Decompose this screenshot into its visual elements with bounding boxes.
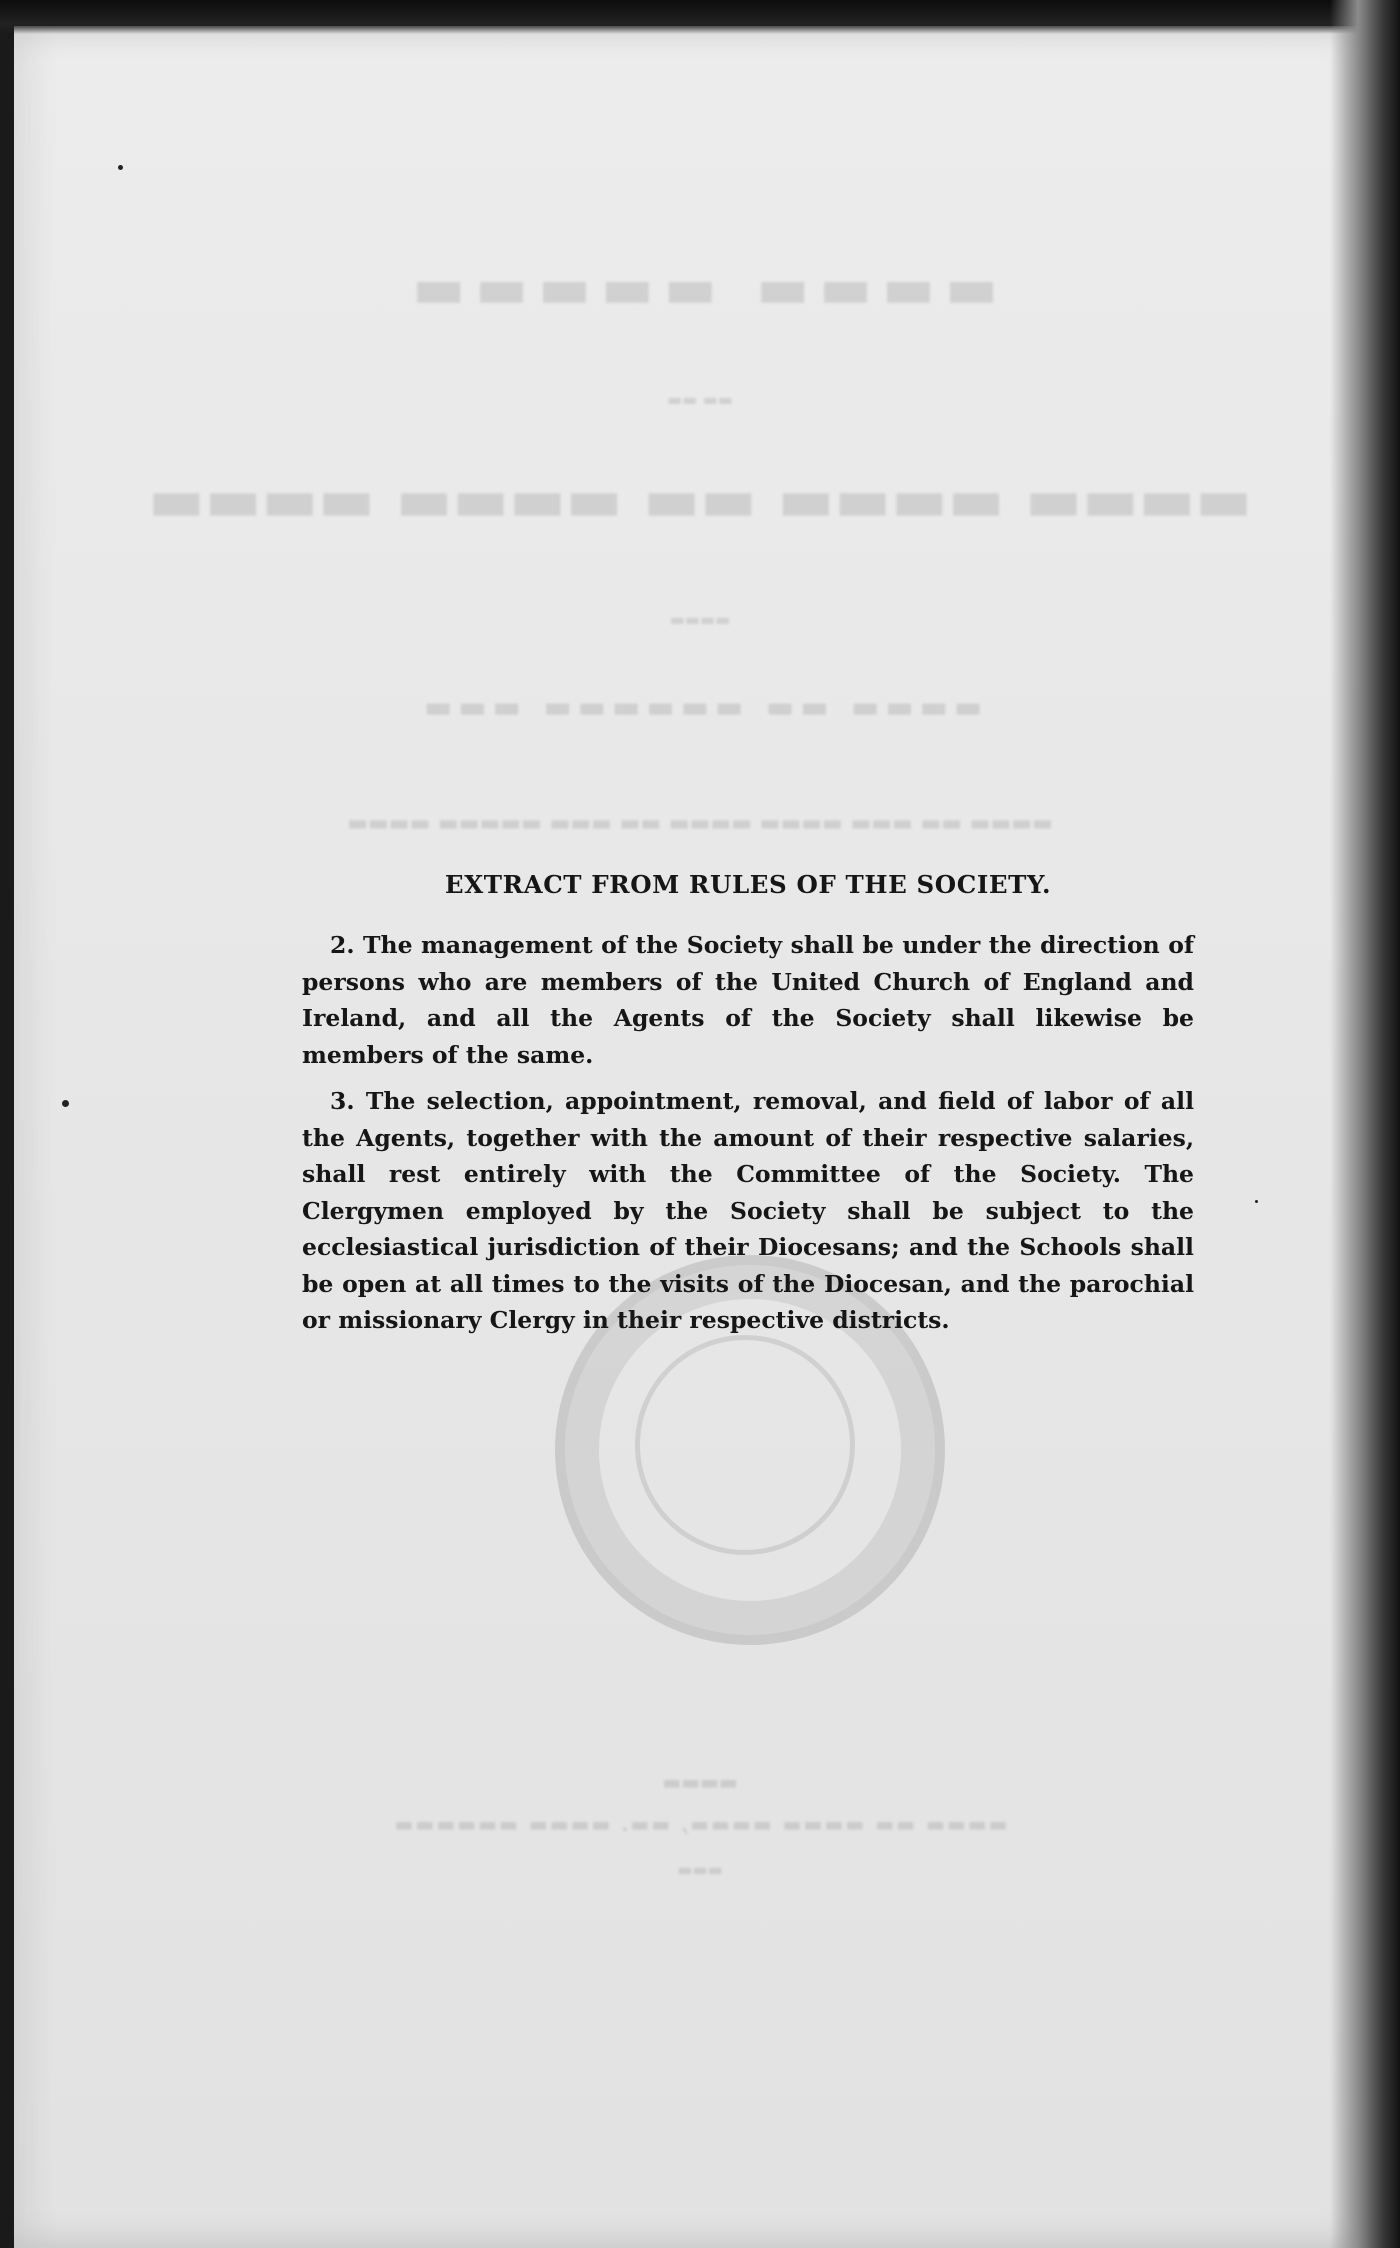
show-through-imprint: ▬▬▬ bbox=[677, 1860, 723, 1879]
rule-2: 2. The management of the Society shall be under the direction of persons who are members of the United Church of England and Ireland, and all the Agents of the Society shall likewise be members of the same. bbox=[302, 931, 1194, 1069]
show-through-title: ▬▬▬▬ ▬▬▬▬▬ bbox=[402, 255, 998, 321]
library-stamp-inner-ring bbox=[635, 1335, 855, 1555]
paper-speck bbox=[118, 165, 123, 170]
show-through-subtitle: ▬▬▬▬ ▬▬ ▬▬▬ ▬▬▬▬ ▬▬▬▬ ▬▬ ▬▬▬ ▬▬▬▬▬ ▬▬▬▬ bbox=[347, 810, 1053, 836]
page-top-shadow bbox=[0, 0, 1400, 34]
show-through-imprint: ▬▬▬▬ bbox=[662, 1770, 738, 1794]
show-through-line: ▬▬▬▬ bbox=[669, 610, 731, 629]
show-through-diocese: ▬▬▬▬ ▬▬ ▬▬▬▬▬▬ ▬▬▬ bbox=[417, 690, 983, 725]
page-right-shadow bbox=[1330, 0, 1400, 2248]
extract-heading: EXTRACT FROM RULES OF THE SOCIETY. bbox=[444, 870, 1052, 899]
rule-3: 3. The selection, appointment, removal, and field of labor of all the Agents, together with the amount of their respective salaries, shall rest entirely with the Committee of the Society. The Clergymen employed by the Society shall be subject to the ecclesiastical jurisdiction of their Diocesans; and the Schools shall be open at all times to the visits of the Diocesan, and the parochial or missionary Clergy in their respective districts. bbox=[302, 1087, 1194, 1334]
show-through-imprint: ▬▬▬▬ ▬▬ ▬▬▬▬ ▬▬▬▬, ▬▬. ▬▬▬▬ ▬▬▬▬▬▬ bbox=[392, 1812, 1008, 1836]
paper-speck bbox=[62, 1100, 69, 1107]
rules-extract bbox=[302, 870, 1194, 1349]
show-through-line: ▬▬ ▬▬ bbox=[666, 390, 734, 409]
paper-speck bbox=[1255, 1200, 1258, 1203]
show-through-society-name: ▬▬▬▬ ▬▬▬▬ ▬▬ ▬▬▬▬ ▬▬▬▬ bbox=[148, 465, 1252, 535]
